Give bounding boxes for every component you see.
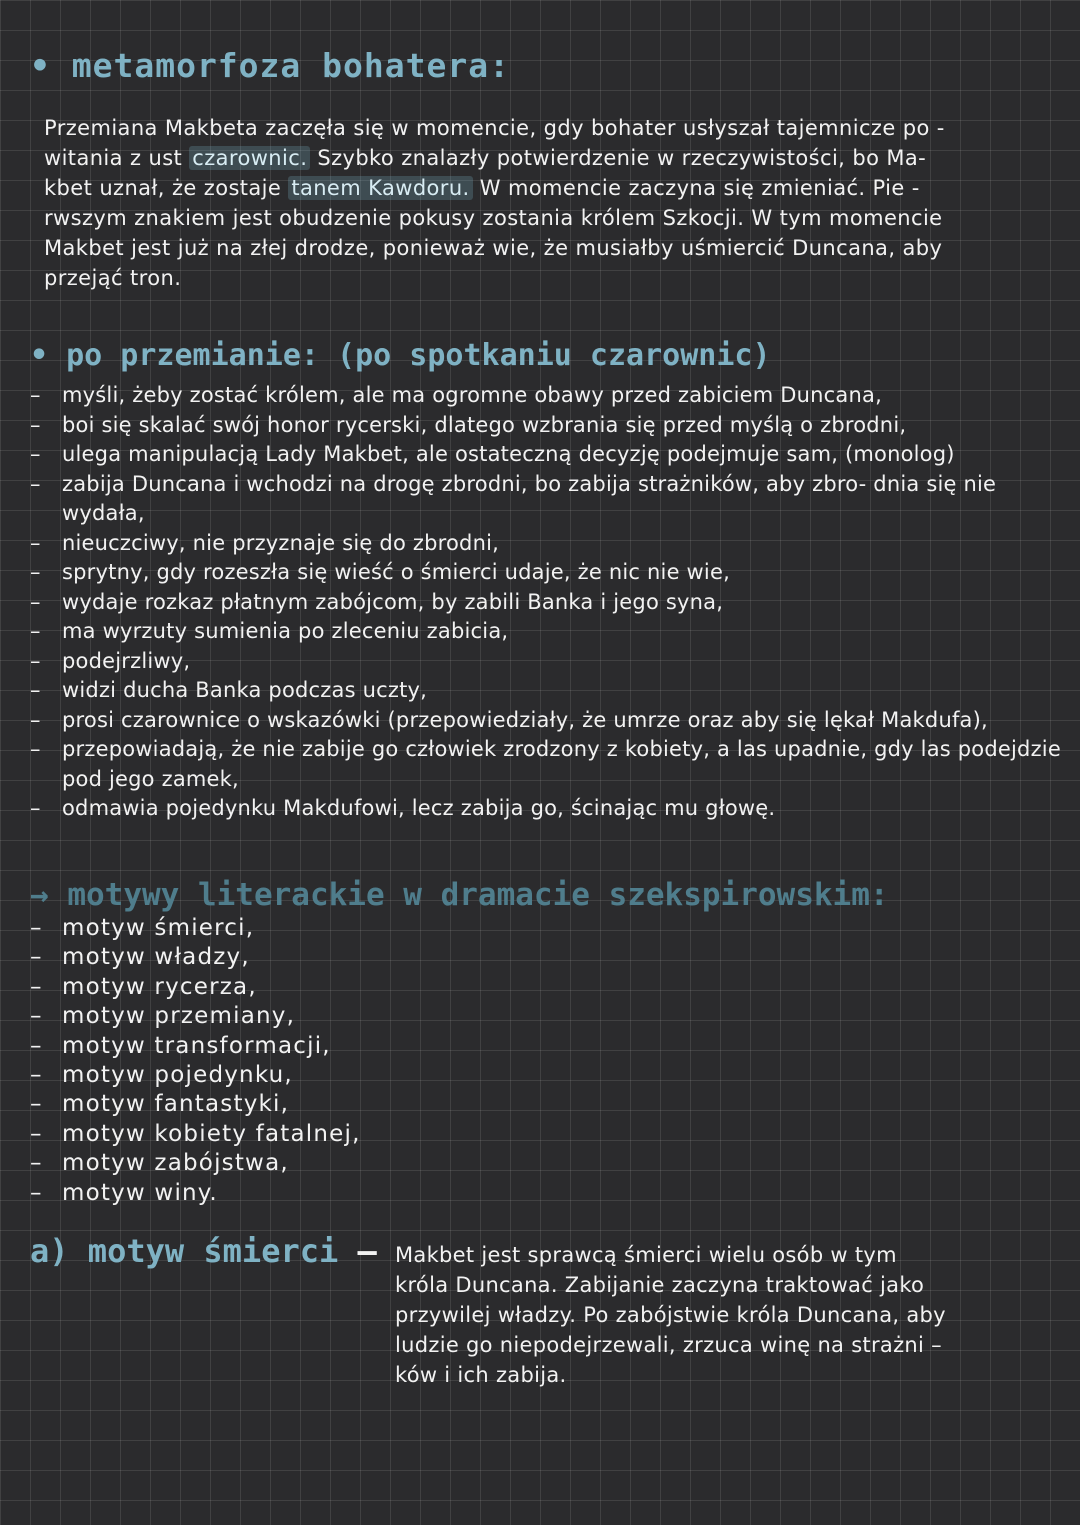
smierci-line: ludzie go niepodejrzewali, zrzuca winę na strażni – xyxy=(395,1333,942,1357)
heading-motyw-smierci: a) motyw śmierci – xyxy=(30,1232,377,1270)
heading-dash: – xyxy=(338,1232,377,1270)
highlight-czarownic: czarownic. xyxy=(189,146,310,170)
list-item: – motyw winy. xyxy=(30,1179,1065,1208)
list-item: – motyw kobiety fatalnej, xyxy=(30,1120,1065,1149)
intro-line: przejąć tron. xyxy=(44,266,182,290)
list-item: – ma wyrzuty sumienia po zleceniu zabicia, xyxy=(30,617,1065,647)
list-item: – ulega manipulacją Lady Makbet, ale ostateczną decyzję podejmuje sam, (monolog) xyxy=(30,440,1065,470)
list-item: – motyw fantastyki, xyxy=(30,1090,1065,1119)
list-item: – motyw pojedynku, xyxy=(30,1061,1065,1090)
list-item: – motyw przemiany, xyxy=(30,1002,1065,1031)
intro-line: Przemiana Makbeta zaczęła się w momencie, gdy bohater usłyszał tajemnicze po - xyxy=(44,116,945,140)
heading-metamorfoza: • metamorfoza bohatera: xyxy=(30,46,510,85)
list-item: – myśli, żeby zostać królem, ale ma ogromne obawy przed zabiciem Duncana, xyxy=(30,381,1065,411)
list-item: – odmawia pojedynku Makdufowi, lecz zabija go, ścinając mu głowę. xyxy=(30,794,1065,824)
motywy-list xyxy=(30,914,1065,1208)
intro-paragraph xyxy=(44,113,1054,293)
list-item: – wydaje rozkaz płatnym zabójcom, by zabili Banka i jego syna, xyxy=(30,588,1065,618)
smierci-line: Makbet jest sprawcą śmierci wielu osób w tym xyxy=(395,1243,897,1267)
list-item: – motyw zabójstwa, xyxy=(30,1149,1065,1178)
list-item: – nieuczciwy, nie przyznaje się do zbrodni, xyxy=(30,529,1065,559)
smierci-line: ków i ich zabija. xyxy=(395,1363,567,1387)
intro-line: rwszym znakiem jest obudzenie pokusy zostania królem Szkocji. W tym momencie xyxy=(44,206,943,230)
intro-line: witania z ust czarownic. Szybko znalazły potwierdzenie w rzeczywistości, bo Ma- xyxy=(44,146,927,170)
list-item: – motyw śmierci, xyxy=(30,914,1065,943)
list-item: – widzi ducha Banka podczas uczty, xyxy=(30,676,1065,706)
intro-line: Makbet jest już na złej drodze, ponieważ wie, że musiałby uśmiercić Duncana, aby xyxy=(44,236,943,260)
list-item: – przepowiadają, że nie zabije go człowiek zrodzony z kobiety, a las upadnie, gdy las podejdzie pod jego zamek, xyxy=(30,735,1065,794)
list-item: – sprytny, gdy rozeszła się wieść o śmierci udaje, że nic nie wie, xyxy=(30,558,1065,588)
list-item: – motyw rycerza, xyxy=(30,973,1065,1002)
heading-po-przemianie: • po przemianie: (po spotkaniu czarownic) xyxy=(30,338,771,373)
przemiana-list xyxy=(30,381,1065,824)
heading-motywy-literackie: → motywy literackie w dramacie szekspirowskim: xyxy=(30,877,889,913)
smierci-line: przywilej władzy. Po zabójstwie króla Duncana, aby xyxy=(395,1303,946,1327)
smierci-paragraph xyxy=(395,1240,1060,1390)
smierci-line: króla Duncana. Zabijanie zaczyna traktować jako xyxy=(395,1273,925,1297)
highlight-tan-kawdoru: tanem Kawdoru. xyxy=(288,176,472,200)
list-item: – motyw transformacji, xyxy=(30,1032,1065,1061)
list-item: – motyw władzy, xyxy=(30,943,1065,972)
list-item: – podejrzliwy, xyxy=(30,647,1065,677)
list-item: – zabija Duncana i wchodzi na drogę zbrodni, bo zabija strażników, aby zbro- dnia się nie wydała, xyxy=(30,470,1065,529)
intro-line: kbet uznał, że zostaje tanem Kawdoru. W momencie zaczyna się zmieniać. Pie - xyxy=(44,176,920,200)
list-item: – boi się skalać swój honor rycerski, dlatego wzbrania się przed myślą o zbrodni, xyxy=(30,411,1065,441)
list-item: – prosi czarownice o wskazówki (przepowiedziały, że umrze oraz aby się lękał Makdufa), xyxy=(30,706,1065,736)
